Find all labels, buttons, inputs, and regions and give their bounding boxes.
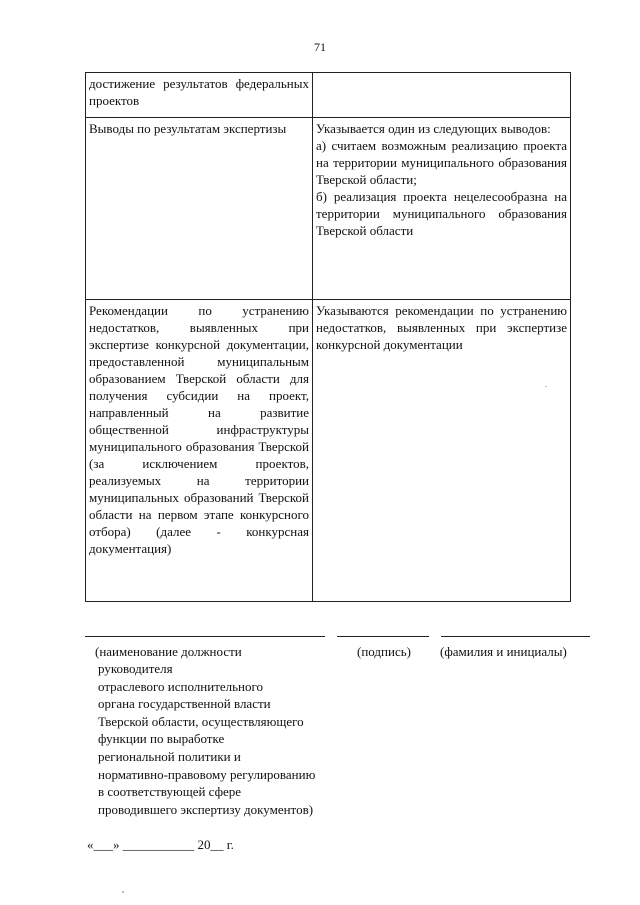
scan-speck <box>122 891 124 893</box>
position-line-text: Тверской области, осуществляющего <box>98 713 304 729</box>
signature-line <box>337 636 429 637</box>
position-line-text: в соответствующей сфере <box>98 784 242 800</box>
position-line-text: функции по выработке <box>98 731 225 747</box>
row-label: достижение результатов федеральных проектов <box>89 76 309 108</box>
table-row <box>86 300 571 602</box>
table-row <box>86 73 571 118</box>
page-number: 71 <box>314 40 326 54</box>
row-value-cell <box>313 73 571 118</box>
review-table <box>85 72 571 602</box>
row-value: Указывается один из следующих выводов: а) считаем возможным реализацию проекта на территории муниципального образования Тверской области; б) реализация проекта нецелесообразна на территории муниципального образования Тверской области <box>316 121 567 238</box>
row-label: Рекомендации по устранению недостатков, выявленных при экспертизе конкурсной документации, предоставленной муниципальным образованием Тверской области для получения субсидии на проект, направленный на развитие общественной инфраструктуры муниципального образования Тверской (за исключением проектов, реализуемых на территории муниципальных образований Тверской области на первом этапе конкурсного отбора) (далее - конкурсная документация) <box>89 303 309 556</box>
position-line <box>85 636 325 637</box>
row-label-cell <box>86 118 313 300</box>
table-row <box>86 118 571 300</box>
row-label-cell <box>86 73 313 118</box>
name-line <box>441 636 590 637</box>
scan-speck <box>545 386 547 387</box>
name-caption: (фамилия и инициалы) <box>440 644 567 659</box>
row-label: Выводы по результатам экспертизы <box>89 121 287 136</box>
row-value: Указываются рекомендации по устранению недостатков, выявленных при экспертизе конкурсной документации <box>316 303 567 352</box>
position-caption: (наименование должности <box>95 644 242 659</box>
position-description <box>98 660 315 818</box>
row-value-cell <box>313 118 571 300</box>
position-line-text: отраслевого исполнительного <box>98 678 264 694</box>
row-label-cell <box>86 300 313 602</box>
position-line-text: руководителя <box>98 661 173 676</box>
position-line-text: органа государственной власти <box>98 696 271 712</box>
row-value-cell <box>313 300 571 602</box>
position-line-text: нормативно-правовому регулированию <box>98 766 316 782</box>
signature-caption: (подпись) <box>357 644 411 659</box>
date-line: «___» ___________ 20__ г. <box>87 837 234 852</box>
signature-lines <box>85 636 590 637</box>
position-line-text: проводившего экспертизу документов) <box>98 801 314 817</box>
position-line-text: региональной политики и <box>98 748 241 764</box>
